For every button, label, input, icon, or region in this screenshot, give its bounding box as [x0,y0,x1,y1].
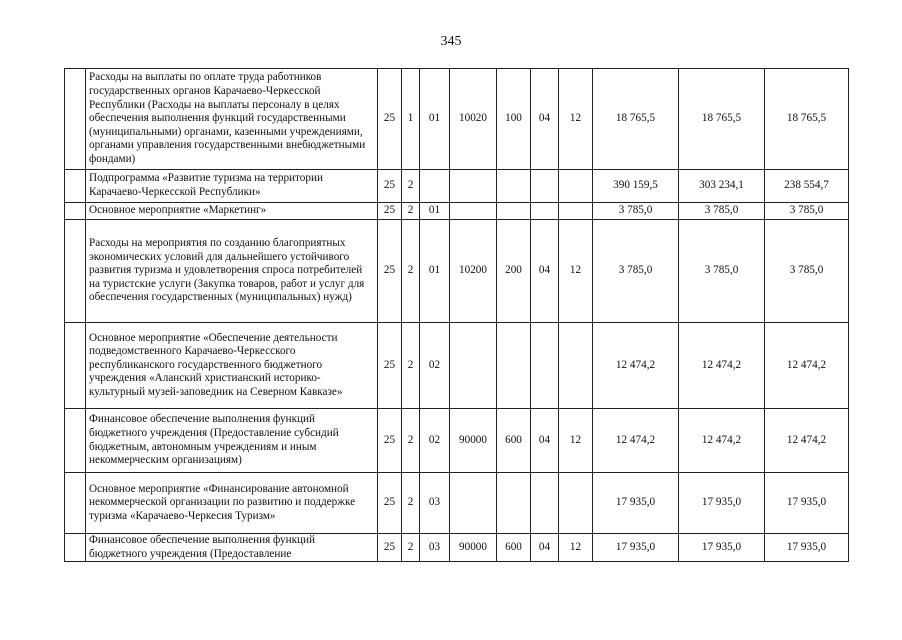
amount-year-2: 17 935,0 [679,473,765,534]
table-row [65,203,849,220]
code-program: 25 [378,170,402,203]
code-expense-type: 600 [497,409,531,473]
amount-year-1: 3 785,0 [593,220,679,323]
amount-year-1: 12 474,2 [593,323,679,409]
code-direction [450,323,497,409]
code-program: 25 [378,69,402,170]
amount-year-2: 18 765,5 [679,69,765,170]
amount-year-3: 18 765,5 [765,69,849,170]
budget-table [64,68,849,562]
row-name: Основное мероприятие «Маркетинг» [86,203,378,220]
code-direction [450,203,497,220]
code-subprogram: 2 [402,220,420,323]
code-direction: 90000 [450,409,497,473]
code-measure [420,170,450,203]
row-name: Подпрограмма «Развитие туризма на территории Карачаево-Черкесской Республики» [86,170,378,203]
code-measure: 01 [420,69,450,170]
code-section [531,170,559,203]
amount-year-3: 12 474,2 [765,323,849,409]
table-row [65,170,849,203]
code-subsection: 12 [559,69,593,170]
code-subprogram: 2 [402,473,420,534]
table-row [65,534,849,562]
code-expense-type [497,473,531,534]
code-measure: 03 [420,473,450,534]
code-subsection: 12 [559,220,593,323]
row-marker-cell [65,170,86,203]
code-direction: 10020 [450,69,497,170]
code-program: 25 [378,534,402,562]
amount-year-3: 238 554,7 [765,170,849,203]
code-measure: 01 [420,203,450,220]
code-section: 04 [531,534,559,562]
amount-year-3: 17 935,0 [765,534,849,562]
code-expense-type: 600 [497,534,531,562]
code-program: 25 [378,409,402,473]
amount-year-1: 17 935,0 [593,534,679,562]
code-section: 04 [531,409,559,473]
code-program: 25 [378,473,402,534]
code-expense-type: 100 [497,69,531,170]
code-subsection [559,170,593,203]
code-section [531,323,559,409]
code-measure: 03 [420,534,450,562]
table-row [65,69,849,170]
code-subprogram: 1 [402,69,420,170]
code-expense-type: 200 [497,220,531,323]
amount-year-3: 3 785,0 [765,220,849,323]
code-section: 04 [531,69,559,170]
row-name: Расходы на мероприятия по созданию благоприятных экономических условий для дальнейшего устойчивого развития туризма и удовлетворения спроса потребителей на туристские услуги (Закупка товаров, работ и услуг для обеспечения государственных (муниципальных) нужд) [86,220,378,323]
code-subsection: 12 [559,409,593,473]
page-number: 345 [440,34,462,49]
row-marker-cell [65,473,86,534]
amount-year-1: 18 765,5 [593,69,679,170]
row-name: Финансовое обеспечение выполнения функций бюджетного учреждения (Предоставление [86,534,378,562]
table-row [65,323,849,409]
code-subprogram: 2 [402,534,420,562]
row-marker-cell [65,220,86,323]
code-subsection [559,323,593,409]
amount-year-1: 17 935,0 [593,473,679,534]
table-row [65,220,849,323]
code-direction: 10200 [450,220,497,323]
code-section: 04 [531,220,559,323]
code-program: 25 [378,203,402,220]
code-program: 25 [378,323,402,409]
row-name: Расходы на выплаты по оплате труда работников государственных органов Карачаево-Черкесской Республики (Расходы на выплаты персоналу в целях обеспечения выполнения функций государственными (муниципальными) органами, казенными учреждениями, органами управления государственными внебюджетными фондами) [86,69,378,170]
row-marker-cell [65,323,86,409]
code-program: 25 [378,220,402,323]
row-name: Основное мероприятие «Финансирование автономной некоммерческой организации по развитию и поддержке туризма «Карачаево-Черкесия Туризм» [86,473,378,534]
amount-year-2: 303 234,1 [679,170,765,203]
amount-year-2: 12 474,2 [679,409,765,473]
table-row [65,409,849,473]
code-expense-type [497,170,531,203]
amount-year-2: 3 785,0 [679,203,765,220]
code-expense-type [497,203,531,220]
amount-year-2: 12 474,2 [679,323,765,409]
code-subprogram: 2 [402,323,420,409]
code-subprogram: 2 [402,203,420,220]
amount-year-3: 17 935,0 [765,473,849,534]
code-measure: 02 [420,409,450,473]
table-body [65,69,849,562]
code-measure: 02 [420,323,450,409]
row-marker-cell [65,409,86,473]
amount-year-3: 3 785,0 [765,203,849,220]
row-marker-cell [65,203,86,220]
code-expense-type [497,323,531,409]
amount-year-1: 3 785,0 [593,203,679,220]
table-row [65,473,849,534]
row-marker-cell [65,69,86,170]
code-measure: 01 [420,220,450,323]
code-section [531,473,559,534]
code-subprogram: 2 [402,409,420,473]
row-name: Основное мероприятие «Обеспечение деятельности подведомственного Карачаево-Черкесского республиканского государственного бюджетного учреждения «Аланский христианский историко-культурный музей-заповедник на Северном Кавказе» [86,323,378,409]
amount-year-3: 12 474,2 [765,409,849,473]
amount-year-1: 390 159,5 [593,170,679,203]
code-subsection [559,203,593,220]
row-name: Финансовое обеспечение выполнения функций бюджетного учреждения (Предоставление субсидий бюджетным, автономным учреждениям и иным некоммерческим организациям) [86,409,378,473]
code-direction [450,473,497,534]
code-subsection [559,473,593,534]
code-direction [450,170,497,203]
amount-year-2: 3 785,0 [679,220,765,323]
code-subsection: 12 [559,534,593,562]
amount-year-2: 17 935,0 [679,534,765,562]
amount-year-1: 12 474,2 [593,409,679,473]
row-marker-cell [65,534,86,562]
code-direction: 90000 [450,534,497,562]
code-subprogram: 2 [402,170,420,203]
code-section [531,203,559,220]
